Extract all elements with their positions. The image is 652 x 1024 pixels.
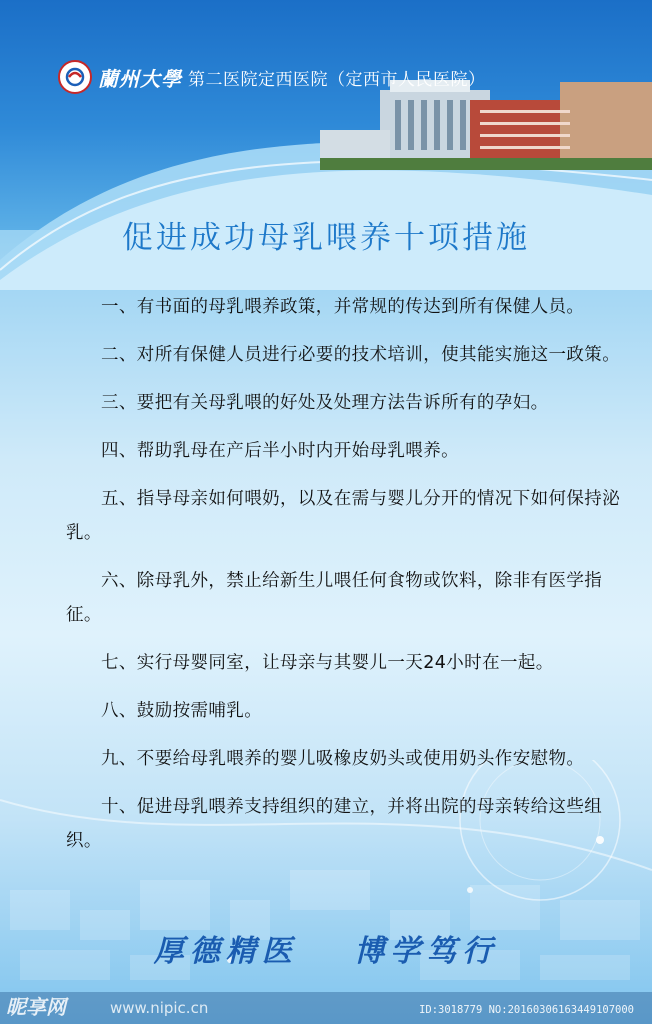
measure-item: 七、实行母婴同室，让母亲与其婴儿一天24小时在一起。 [101, 653, 554, 673]
measure-item: 三、要把有关母乳喂的好处及处理方法告诉所有的孕妇。 [101, 393, 549, 413]
measure-item: 十、促进母乳喂养支持组织的建立，并将出院的母亲转给这些组织。 [66, 797, 603, 851]
university-logo-icon [58, 60, 92, 94]
measure-item: 六、除母乳外，禁止给新生儿喂任何食物或饮料，除非有医学指征。 [66, 571, 603, 625]
measure-item: 二、对所有保健人员进行必要的技术培训，使其能实施这一政策。 [101, 345, 621, 365]
watermark-url: www.nipic.cn [110, 999, 209, 1017]
watermark-brand: 昵享网 [6, 995, 66, 1019]
measure-item: 九、不要给母乳喂养的婴儿吸橡皮奶头或使用奶头作安慰物。 [101, 749, 585, 769]
university-name: 蘭州大學 [98, 66, 182, 91]
measure-item: 四、帮助乳母在产后半小时内开始母乳喂养。 [101, 441, 459, 461]
page-title: 促进成功母乳喂养十项措施 [122, 220, 530, 256]
hospital-motto [0, 926, 652, 970]
hospital-name: 第二医院定西医院（定西市人民医院） [188, 69, 486, 90]
measures-list [66, 290, 622, 872]
watermark-id: ID:3018779 NO:20160306163449107000 [419, 1004, 634, 1016]
measure-item: 八、鼓励按需哺乳。 [101, 701, 263, 721]
motto-left: 厚德精医 [153, 934, 298, 969]
measure-item: 五、指导母亲如何喂奶，以及在需与婴儿分开的情况下如何保持泌乳。 [66, 489, 621, 543]
measure-item: 一、有书面的母乳喂养政策，并常规的传达到所有保健人员。 [101, 297, 585, 317]
hospital-header [58, 60, 486, 94]
motto-right: 博学笃行 [354, 934, 499, 969]
